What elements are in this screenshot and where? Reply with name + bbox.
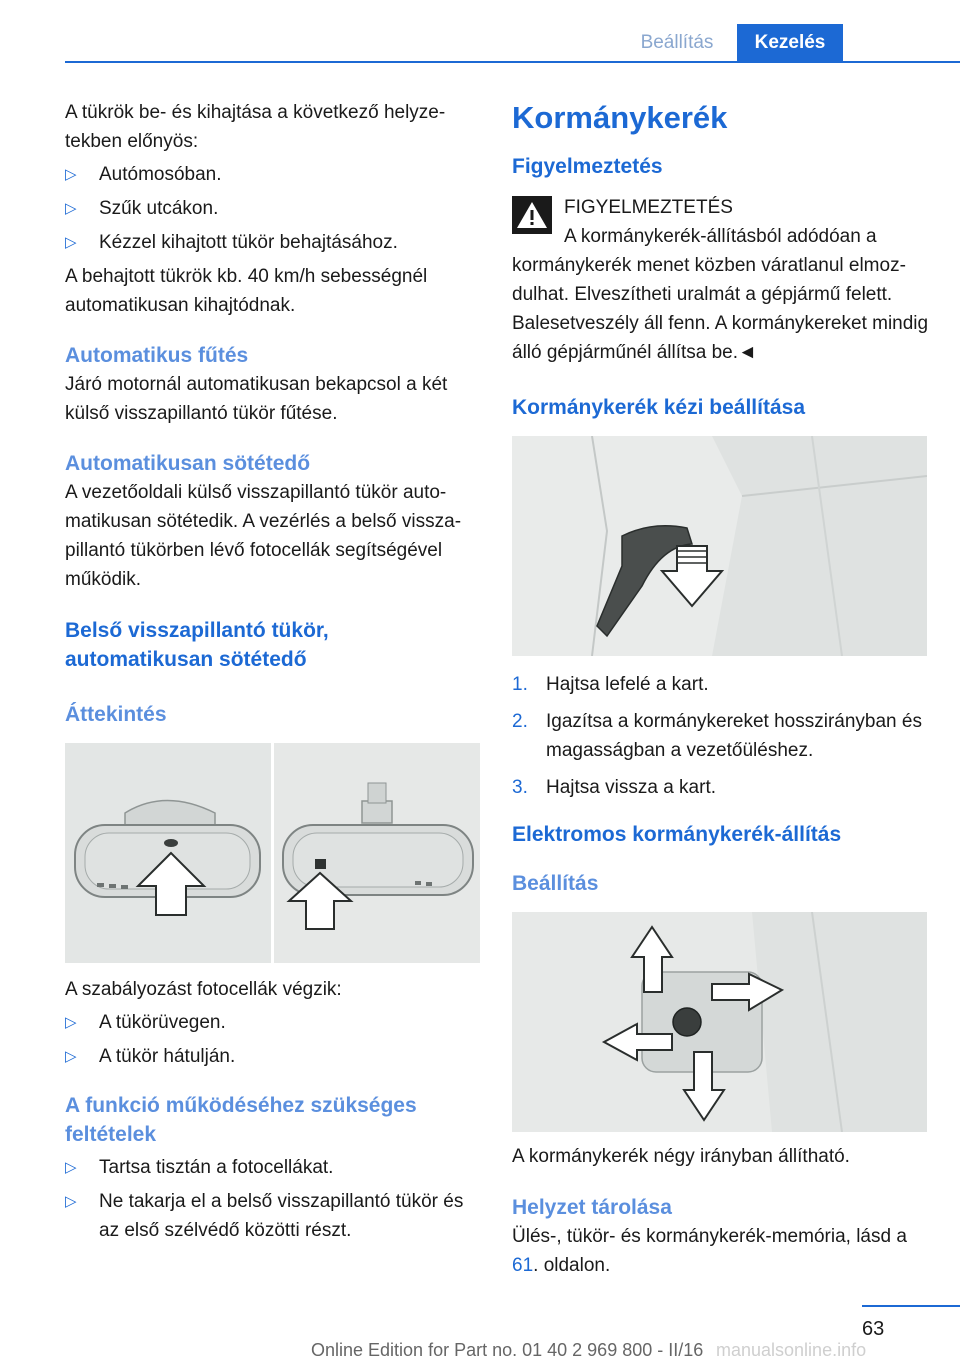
bullet-triangle-icon: ▷	[65, 234, 77, 251]
warning-block	[512, 193, 932, 222]
adjust-text: A kormánykerék négy irányban állítható.	[512, 1146, 850, 1167]
lever-figure	[512, 436, 927, 656]
adjust-heading: Beállítás	[512, 872, 599, 895]
edition-text: Online Edition for Part no. 01 40 2 969 800 - II/16	[311, 1340, 704, 1360]
left-column	[65, 98, 480, 1250]
watermark-text: manualsonline.info	[716, 1340, 867, 1360]
warning-triangle-icon	[512, 196, 552, 234]
bullet-triangle-icon: ▷	[65, 166, 77, 183]
tab-chapter[interactable]: Kezelés	[737, 24, 843, 62]
warning-heading: Figyelmeztetés	[512, 155, 663, 178]
warning-text: A kormánykerék-állításból adódóan a kormánykerék menet közben váratlanul elmoz-dulhat. Elveszítheti uralmát a gépjármű felett. Balesetveszély áll fenn. A kormánykereket mindig álló gépjárműnél állítsa be.◄	[512, 226, 929, 363]
intro-list	[65, 160, 480, 257]
joystick-figure	[512, 912, 927, 1132]
manual-adjust-heading: Kormánykerék kézi beállítása	[512, 396, 805, 419]
heating-text: Járó motornál automatikusan bekapcsol a két külső visszapillantó tükör fűtése.	[65, 374, 448, 424]
right-column	[512, 98, 932, 1280]
mirror-figure	[65, 743, 480, 963]
warning-label: FIGYELMEZTETÉS	[564, 197, 733, 218]
list-item: 2. Igazítsa a kormánykereket hosszirányban és magasságban a vezetőüléshez.	[512, 711, 922, 761]
bullet-triangle-icon: ▷	[65, 1193, 77, 1210]
list-item: 1. Hajtsa lefelé a kart.	[512, 674, 709, 695]
memory-page-link[interactable]: 61	[512, 1255, 534, 1276]
header-rule	[65, 61, 960, 63]
list-item: ▷ Tartsa tisztán a fotocellákat.	[65, 1153, 480, 1182]
dimming-text: A vezetőoldali külső visszapillantó tükör auto-matikusan sötétedik. A vezérlés a belső vissza-pillantó tükörben lévő fotocellák segítségével működik.	[65, 482, 462, 590]
list-item: ▷ Ne takarja el a belső visszapillantó tükör és az első szélvédő közötti részt.	[65, 1187, 480, 1245]
intro-text: A tükrök be- és kihajtása a következő helyze-tekben előnyös:	[65, 102, 446, 152]
overview-heading: Áttekintés	[65, 703, 167, 726]
mirror-illustration	[65, 743, 480, 963]
memory-heading: Helyzet tárolása	[512, 1196, 672, 1219]
list-item: ▷ Kézzel kihajtott tükör behajtásához.	[65, 228, 480, 257]
list-item: ▷ A tükörüvegen.	[65, 1008, 480, 1037]
lever-illustration	[512, 436, 927, 656]
dimming-heading: Automatikusan sötétedő	[65, 452, 311, 475]
bullet-triangle-icon: ▷	[65, 200, 77, 217]
list-item: 3. Hajtsa vissza a kart.	[512, 777, 716, 798]
page-header	[0, 0, 960, 62]
manual-steps	[512, 670, 932, 802]
steering-wheel-heading: Kormánykerék	[512, 100, 728, 135]
memory-text: Ülés-, tükör- és kormánykerék-memória, lásd a 61. oldalon.	[512, 1226, 907, 1276]
fold-text: A behajtott tükrök kb. 40 km/h sebességnél automatikusan kihajtódnak.	[65, 266, 428, 316]
footer-rule	[862, 1305, 960, 1307]
joystick-illustration	[512, 912, 927, 1132]
list-item: ▷ A tükör hátulján.	[65, 1042, 480, 1071]
conditions-list	[65, 1153, 480, 1245]
photocell-text: A szabályozást fotocellák végzik:	[65, 979, 342, 1000]
bullet-triangle-icon: ▷	[65, 1048, 77, 1065]
tab-section[interactable]: Beállítás	[617, 24, 737, 61]
photocell-list	[65, 1008, 480, 1071]
list-item: ▷ Autómosóban.	[65, 160, 480, 189]
list-item: ▷ Szűk utcákon.	[65, 194, 480, 223]
bullet-triangle-icon: ▷	[65, 1014, 77, 1031]
interior-mirror-heading: Belső visszapillantó tükör, automatikusan sötétedő	[65, 619, 329, 671]
heating-heading: Automatikus fűtés	[65, 344, 249, 367]
electric-adjust-heading: Elektromos kormánykerék-állítás	[512, 823, 842, 846]
page-number: 63	[862, 1318, 885, 1340]
bullet-triangle-icon: ▷	[65, 1159, 77, 1176]
conditions-heading: A funkció működéséhez szükséges feltételek	[65, 1094, 417, 1146]
